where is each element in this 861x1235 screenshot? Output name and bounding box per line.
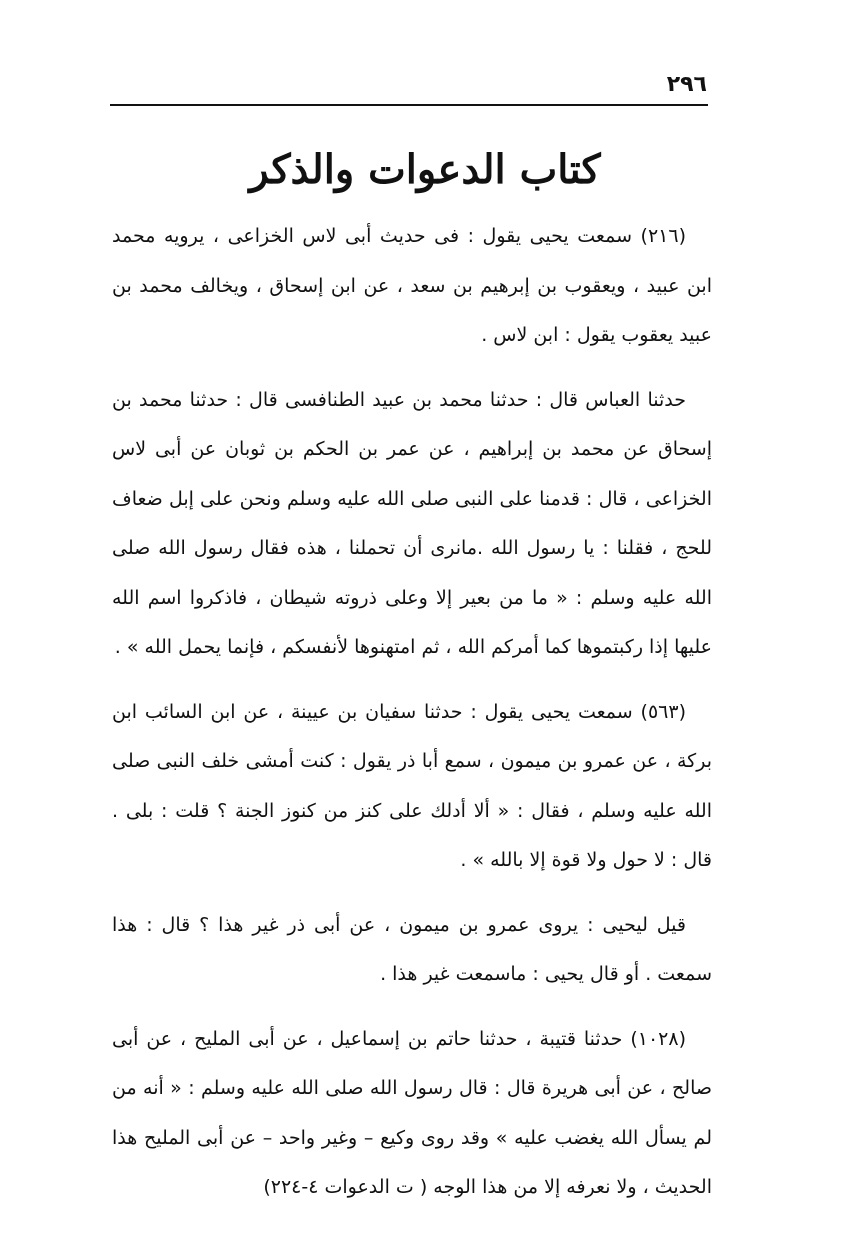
header-rule [110, 104, 708, 106]
page-number: ٢٩٦ [666, 72, 707, 97]
paragraph-563: (٥٦٣) سمعت يحيى يقول : حدثنا سفيان بن عيينة ، عن ابن السائب ابن بركة ، عن عمرو بن ميمون ، سمع أبا ذر يقول : كنت أمشى خلف النبى صلى الله عليه وسلم ، فقال : « ألا أدلك على كنز من كنوز الجنة ؟ قلت : بلى . قال : لا حول ولا قوة إلا بالله » . [112, 700, 712, 871]
paragraph-216: (٢١٦) سمعت يحيى يقول : فى حديث أبى لاس الخزاعى ، يرويه محمد ابن عبيد ، ويعقوب بن إبرهيم بن سعد ، عن ابن إسحاق ، ويخالف محمد بن عبيد يعقوب يقول : ابن لاس . [112, 225, 712, 346]
paragraph-yahya-question: قيل ليحيى : يروى عمرو بن ميمون ، عن أبى ذر غير هذا ؟ قال : هذا سمعت . أو قال يحيى : ماسمعت غير هذا . [112, 913, 712, 985]
book-title: كتاب الدعوات والذكر [249, 146, 601, 193]
body-text [112, 212, 712, 1213]
paragraph-abbas: حدثنا العباس قال : حدثنا محمد بن عبيد الطنافسى قال : حدثنا محمد بن إسحاق عن محمد بن إبراهيم ، عن عمر بن الحكم بن ثوبان عن أبى لاس الخزاعى ، قال : قدمنا على النبى صلى الله عليه وسلم ونحن على إبل ضعاف للحج ، فقلنا : يا رسول الله .مانرى أن تحملنا ، هذه فقال رسول الله صلى الله عليه وسلم : « ما من بعير إلا وعلى ذروته شيطان ، فاذكروا اسم الله عليها إذا ركبتموها كما أمركم الله ، ثم امتهنوها لأنفسكم ، فإنما يحمل الله » . [112, 388, 712, 658]
paragraph-1028: (١٠٢٨) حدثنا قتيبة ، حدثنا حاتم بن إسماعيل ، عن أبى المليح ، عن أبى صالح ، عن أبى هريرة قال : قال رسول الله صلى الله عليه وسلم : « أنه من لم يسأل الله يغضب عليه » وقد روى وكيع – وغير واحد – عن أبى المليح هذا الحديث ، ولا نعرفه إلا من هذا الوجه ( ت الدعوات ٤-٢٢٤) [112, 1027, 712, 1198]
